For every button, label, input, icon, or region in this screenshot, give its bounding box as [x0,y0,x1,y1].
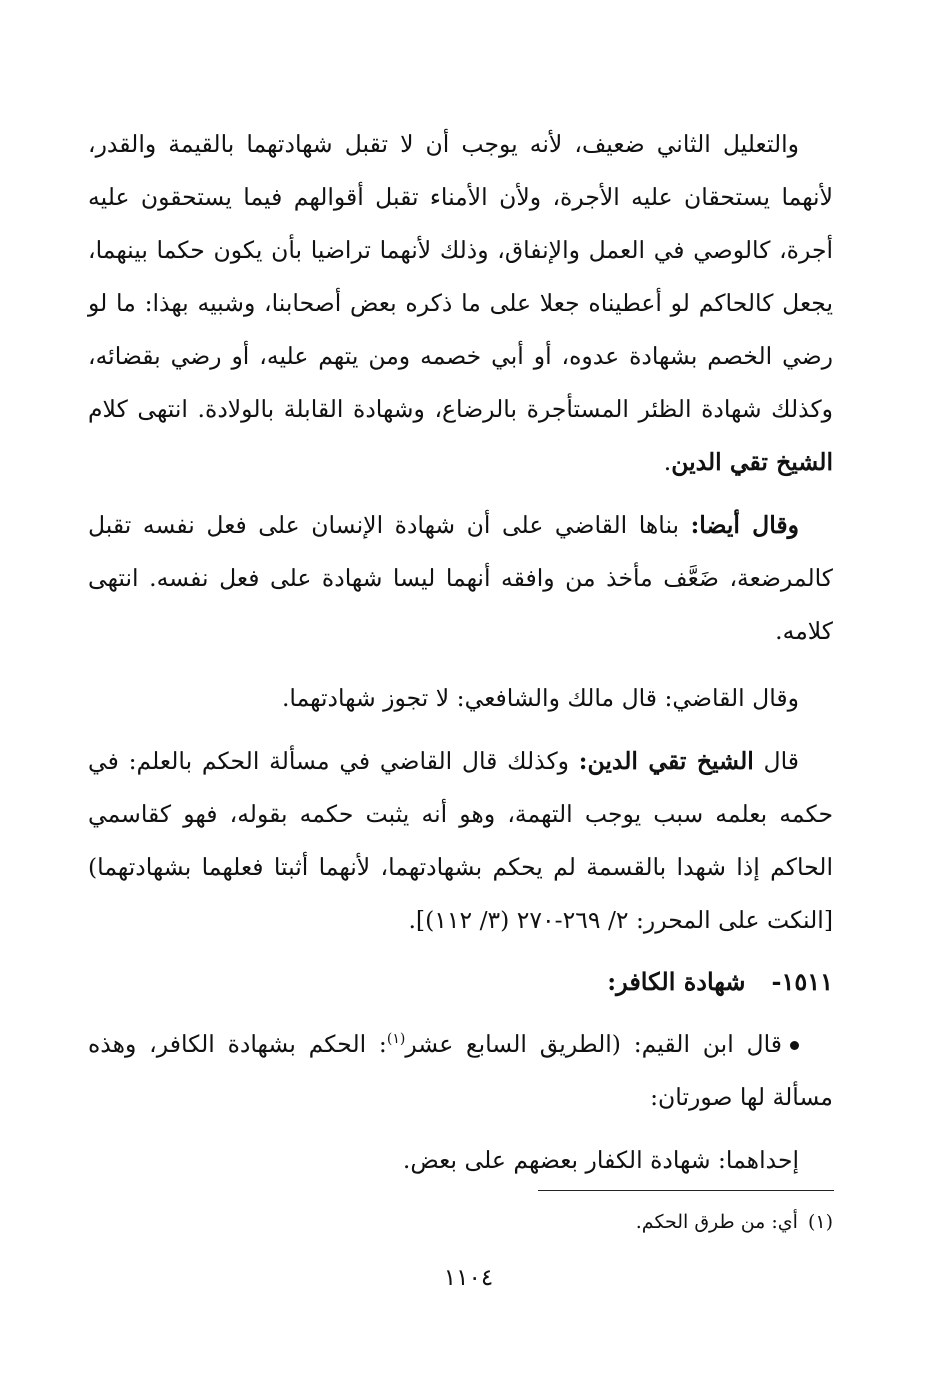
footnote-reference: (١) [386,1031,406,1048]
footnote [133,1202,833,1242]
footnote-divider [538,1190,834,1191]
page-number: ١١٠٤ [443,1265,494,1291]
section-title: شهادة الكافر: [607,967,746,996]
bullet-rest: : الحكم بشهادة الكافر، وهذه مسألة لها صورتان: [88,1030,833,1111]
paragraph-2 [88,499,833,658]
paragraph-3: وقال القاضي: قال مالك والشافعي: لا تجوز شهادتهما. [281,684,799,712]
bullet-paragraph [88,1018,833,1124]
footnote-mark: (١) [807,1211,833,1233]
paragraph-4-lead: قال [763,747,799,775]
paragraph-1-text: والتعليل الثاني ضعيف، لأنه يوجب أن لا تقبل شهادتهما بالقيمة والقدر، لأنهما يستحقان عليه الأجرة، ولأن الأمناء تقبل أقوالهم فيما يستحقون عليه أجرة، كالوصي في العمل والإنفاق، وذلك لأنهما تراضيا بأن يكون حكما بينهما، يجعل كالحاكم لو أعطيناه جعلا على ما ذكره بعض أصحابنا، وشبيه بهذا: ما لو رضي الخصم بشهادة عدوه، أو أبي خصمه ومن يتهم عليه، أو رضي بقضائه، وكذلك شهادة الظئر المستأجرة بالرضاع، وشهادة القابلة بالولادة. انتهى كلام [88,130,833,423]
paragraph-5: إحداهما: شهادة الكفار بعضهم على بعض. [402,1146,799,1174]
paragraph-1: والتعليل الثاني ضعيف، لأنه يوجب أن لا تقبل شهادتهما بالقيمة والقدر، لأنهما يستحقان عليه الأجرة، ولأن الأمناء تقبل أقوالهم فيما يستحقون عليه أجرة، كالوصي في العمل والإنفاق، وذلك لأنهما تراضيا بأن يكون حكما بينهما، يجعل كالحاكم لو أعطيناه جعلا على ما ذكره بعض أصحابنا، وشبيه بهذا: ما لو رضي الخصم بشهادة عدوه، أو أبي خصمه ومن يتهم عليه، أو رضي بقضائه، وكذلك شهادة الظئر المستأجرة بالرضاع، وشهادة القابلة بالولادة. انتهى كلام الشيخ تقي الدين. [88,130,833,476]
paragraph-4-name: الشيخ تقي الدين: [578,747,754,775]
paragraph-2-text: بناها القاضي على أن شهادة الإنسان على فعل نفسه تقبل كالمرضعة، ضَعَّف مأخذ من وافقه أنهما ليسا شهادة على فعل نفسه. انتهى كلامه. [88,511,833,645]
paragraph-1-name: الشيخ تقي الدين [671,448,833,476]
paragraph-4-text: وكذلك قال القاضي في مسألة الحكم بالعلم: في حكمه بعلمه سبب يوجب التهمة، وهو أنه يثبت حكمه بقوله، فهو كقاسمي الحاكم إذا شهدا بالقسمة لم يحكم بشهادتهما، لأنهما أثبتا فعلهما بشهادتهما) [النكت على المحرر: ٢/ ٢٦٩-٢٧٠ (٣/ ١١٢)]. [88,747,833,934]
footnote-text: أي: من طرق الحكم. [635,1211,798,1233]
section-number: ١٥١١- [771,967,833,996]
section-heading [88,955,833,1008]
paragraph-4 [88,735,833,947]
paragraph-2-lead: وقال أيضا: [690,511,799,539]
page-body [88,118,833,1187]
bullet-lead: قال ابن القيم: (الطريق السابع عشر [405,1030,782,1058]
bullet-dot-icon [790,1041,799,1050]
